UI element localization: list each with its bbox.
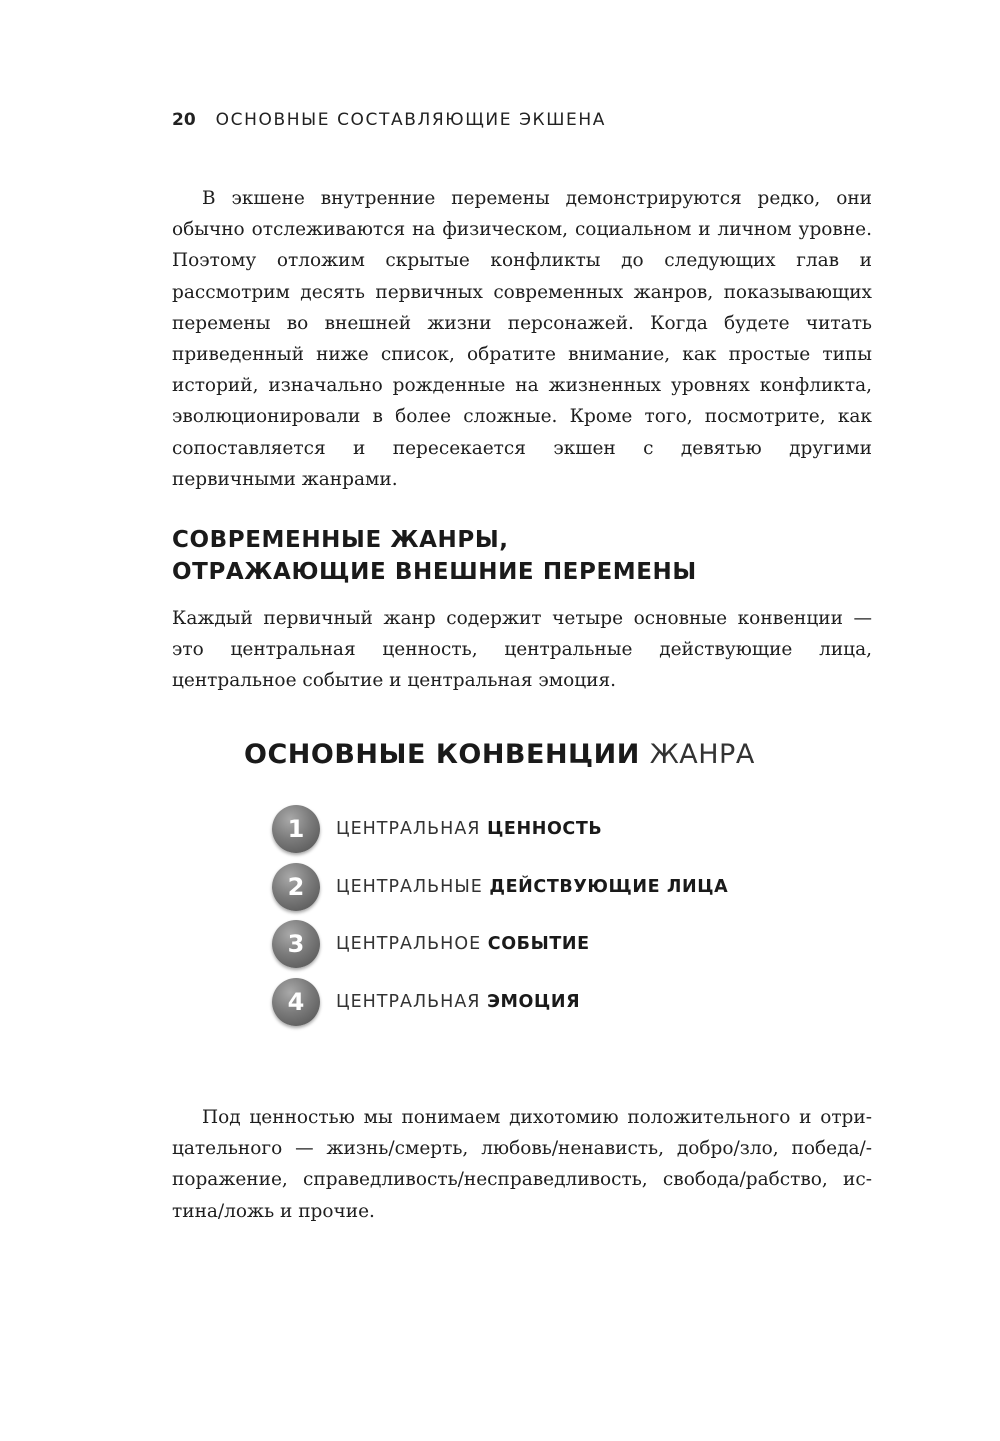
convention-label	[336, 877, 728, 897]
convention-label	[336, 934, 590, 954]
section-heading	[172, 524, 697, 588]
paragraph-conventions: Каждый первичный жанр содержит четыре основные конвенции — это центральная ценность, центральные действующие лица, центральное событие и центральная эмоция.	[172, 608, 872, 692]
page-number: 20	[172, 110, 196, 130]
number-badge: 3	[272, 920, 320, 968]
figure-title-bold: ОСНОВНЫЕ КОНВЕНЦИИ	[244, 739, 640, 770]
convention-prefix: ЦЕНТРАЛЬНЫЕ	[336, 876, 483, 897]
conventions-list	[272, 805, 728, 1035]
convention-prefix: ЦЕНТРАЛЬНАЯ	[336, 991, 481, 1012]
convention-strong: СОБЫТИЕ	[487, 934, 590, 954]
figure-title-light: ЖАНРА	[649, 739, 755, 770]
convention-strong: ДЕЙСТВУЮЩИЕ ЛИЦА	[489, 876, 729, 897]
convention-item	[272, 978, 728, 1026]
convention-prefix: ЦЕНТРАЛЬНОЕ	[336, 934, 482, 954]
section-heading-line-1: СОВРЕМЕННЫЕ ЖАНРЫ,	[172, 527, 509, 553]
convention-strong: ЦЕННОСТЬ	[487, 819, 603, 839]
convention-strong: ЭМОЦИЯ	[487, 991, 581, 1012]
figure-title	[244, 739, 755, 770]
number-badge: 2	[272, 863, 320, 911]
number-badge: 4	[272, 978, 320, 1026]
section-heading-line-2: ОТРАЖАЮЩИЕ ВНЕШНИЕ ПЕРЕМЕНЫ	[172, 559, 697, 585]
convention-label	[336, 819, 602, 839]
number-badge: 1	[272, 805, 320, 853]
convention-prefix: ЦЕНТРАЛЬНАЯ	[336, 819, 481, 839]
running-header	[172, 110, 606, 130]
running-title: ОСНОВНЫЕ СОСТАВЛЯЮЩИЕ ЭКШЕНА	[215, 110, 606, 130]
convention-item	[272, 920, 728, 968]
convention-label	[336, 992, 580, 1012]
paragraph-intro: В экшене внутренние перемены демонстрируются редко, они обычно отслеживаются на физическом, социальном и личном уровне. Поэтому отложим скрытые конфликты до следующих глав и рассмотрим десять первичных современных жанров, показывающих перемены во внешней жизни персонажей. Когда будете читать приведенный ниже список, обратите внимание, как простые типы историй, изначально рожденные на жизненных уровнях конфликта, эволюционировали в более сложные. Кроме того, посмотрите, как сопоставляется и пересекается экшен с девятью другими первичными жанрами.	[172, 188, 872, 490]
convention-item	[272, 805, 728, 853]
paragraph-value: Под ценностью мы понимаем дихотомию положительного и отрицательного — жизнь/смерть, любовь/ненависть, добро/зло, победа/поражение, справедливость/несправедливость, свобода/рабство, истина/ложь и прочие.	[172, 1107, 872, 1222]
convention-item	[272, 863, 728, 911]
